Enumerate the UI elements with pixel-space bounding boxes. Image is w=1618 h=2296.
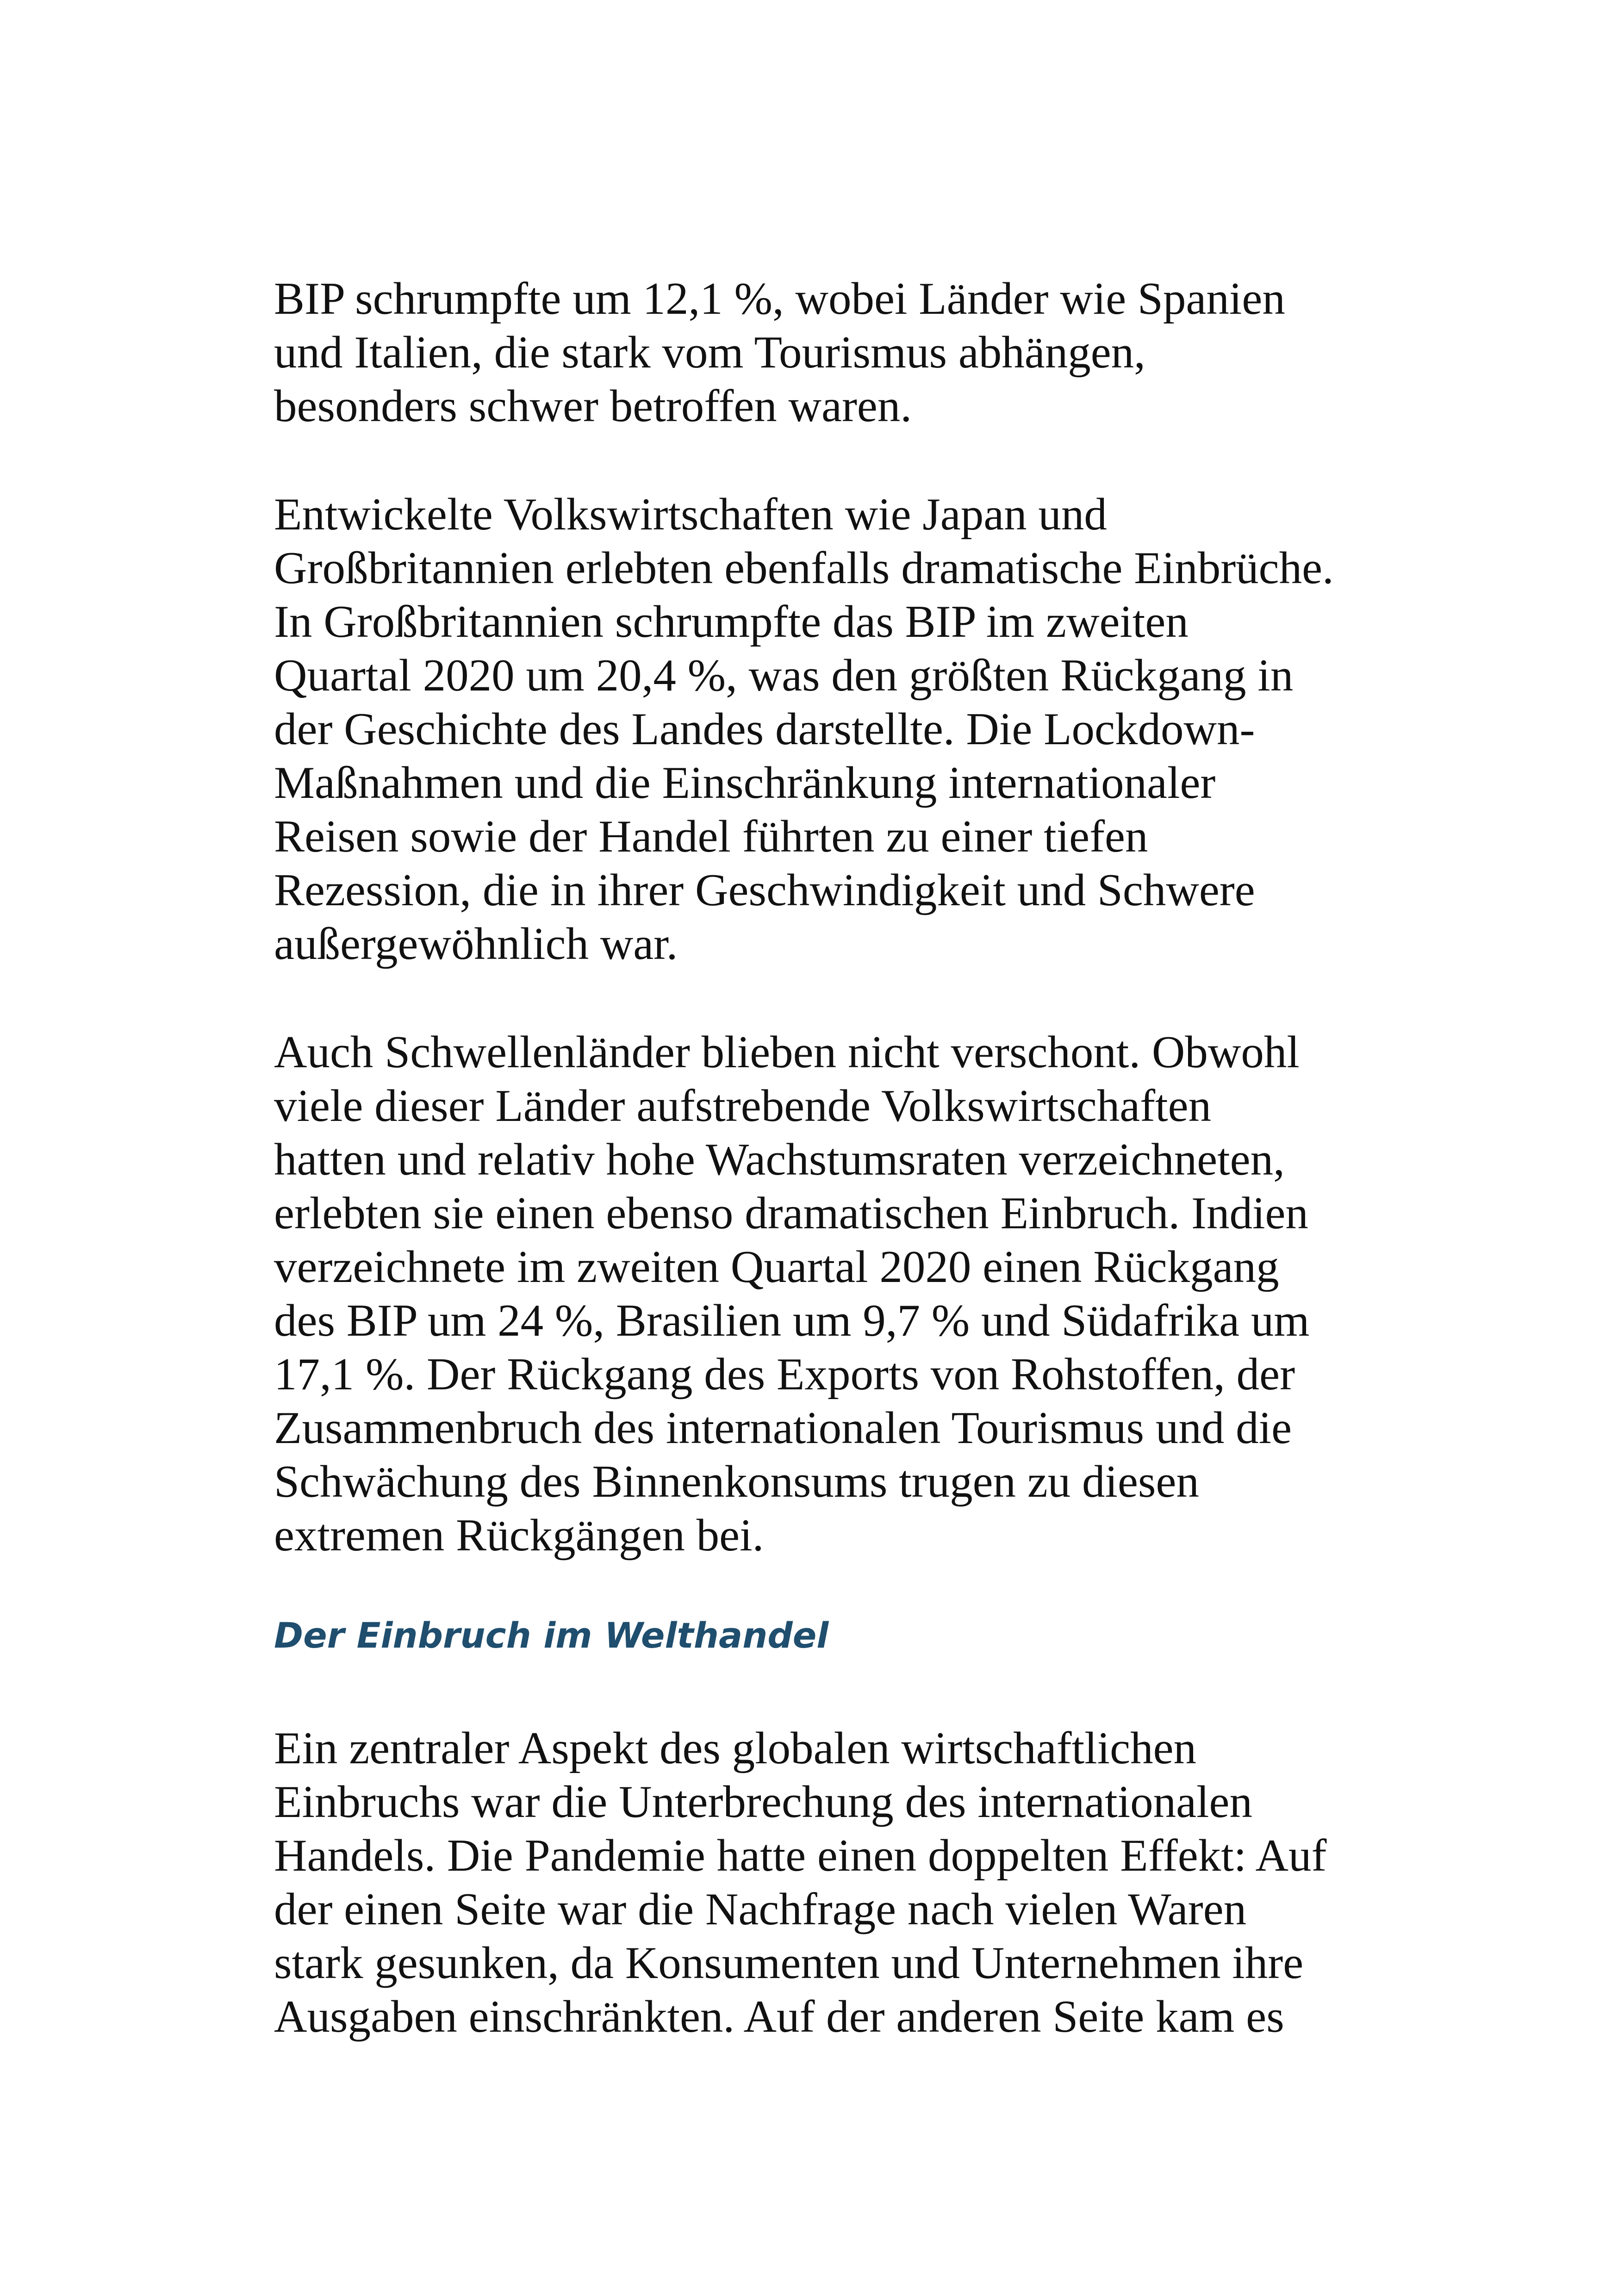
paragraph-world-trade: Ein zentraler Aspekt des globalen wirtschaftlichen Einbruchs war die Unterbrechung des internationalen Handels. Die Pandemie hatte einen doppelten Effekt: Auf der einen Seite war die Nachfrage nach vielen Waren stark gesunken, da Konsumenten und Unternehmen ihre Ausgaben einschränkten. Auf der anderen Seite kam es (274, 1723, 1327, 2042)
paragraph-gdp-europe: BIP schrumpfte um 12,1 %, wobei Länder wie Spanien und Italien, die stark vom Tourismus abhängen, besonders schwer betroffen waren. (274, 274, 1285, 431)
paragraph-emerging-markets: Auch Schwellenländer blieben nicht verschont. Obwohl viele dieser Länder aufstrebende Volkswirtschaften hatten und relativ hohe Wachstumsraten verzeichneten, erlebten sie einen ebenso dramatischen Einbruch. Indien verzeichnete im zweiten Quartal 2020 einen Rückgang des BIP um 24 %, Brasilien um 9,7 % und Südafrika um 17,1 %. Der Rückgang des Exports von Rohstoffen, der Zusammenbruch des internationalen Tourismus und die Schwächung des Binnenkonsums trugen zu diesen extremen Rückgängen bei. (274, 1027, 1310, 1561)
paragraph-developed-economies: Entwickelte Volkswirtschaften wie Japan und Großbritannien erlebten ebenfalls dramatische Einbrüche. In Großbritannien schrumpfte das BIP im zweiten Quartal 2020 um 20,4 %, was den größten Rückgang in der Geschichte des Landes darstellte. Die Lockdown- Maßnahmen und die Einschränkung internationaler Reisen sowie der Handel führten zu einer tiefen Rezession, die in ihrer Geschwindigkeit und Schwere außergewöhnlich war. (274, 489, 1334, 969)
section-heading: Der Einbruch im Welthandel (274, 1615, 829, 1656)
